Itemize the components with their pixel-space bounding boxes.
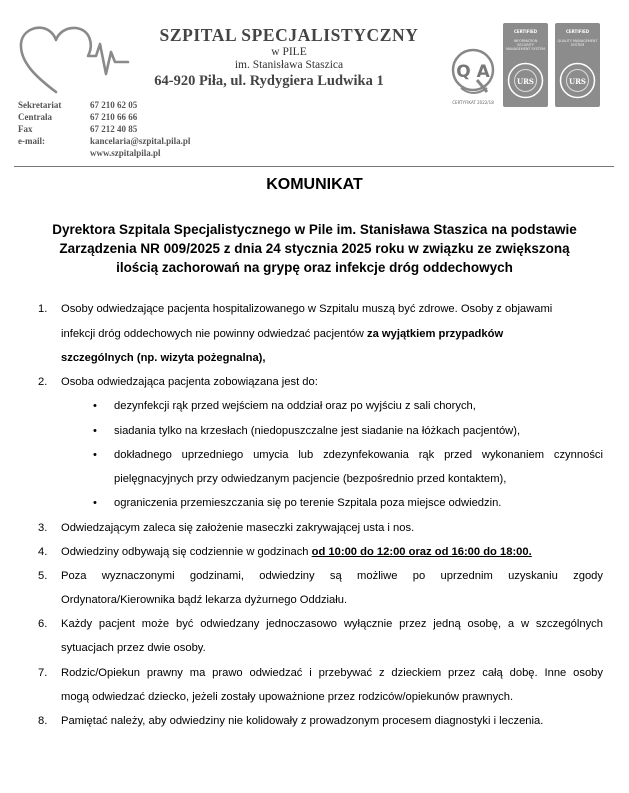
bullet-icon: • xyxy=(93,497,97,509)
bullet-icon: • xyxy=(93,425,97,437)
item-text: Poza wyznaczonymi godzinami, odwiedziny są możliwe po uprzednim uzyskaniu zgody xyxy=(61,570,603,582)
contact-label: Fax xyxy=(18,124,33,134)
hospital-address: 64-920 Piła, ul. Rydygiera Ludwika 1 xyxy=(154,73,384,89)
contact-label: Sekretariat xyxy=(18,100,62,110)
cert-mark: URS xyxy=(517,77,534,86)
item-text-bold: za wyjątkiem przypadków xyxy=(366,328,504,340)
cert-title: CERTIFIED xyxy=(565,29,590,34)
contact-value: 67 212 40 85 xyxy=(90,124,138,134)
cert-label: CERTYFIKAT 2022/18 xyxy=(452,100,494,105)
header-divider xyxy=(14,166,614,167)
item-text: mogą odwiedzać dziecko, jeżeli zostały upoważnione przez rodziców/opiekunów prawnych. xyxy=(61,691,514,703)
cert-badge-security xyxy=(503,23,548,107)
cert-q-letters: Q A xyxy=(456,62,490,82)
item-text: infekcji dróg oddechowych nie powinny odwiedzać pacjentów za wyjątkiem przypadków xyxy=(61,328,504,340)
subtitle-line: Dyrektora Szpitala Specjalistycznego w Pile im. Stanisława Staszica na podstawie xyxy=(52,222,577,237)
contact-label: e-mail: xyxy=(18,136,45,146)
item-text-bold: szczególnych (np. wizyta pożegnalna), xyxy=(61,352,266,364)
item-text: Ordynatora/Kierownika bądź lekarza dyżurnego Oddziału. xyxy=(61,594,348,606)
cert-subtitle: QUALITY MANAGEMENT SYSTEM xyxy=(557,39,598,47)
item-text: Rodzic/Opiekun prawny ma prawo odwiedzać i przebywać z dzieckiem przez całą dobę. Inne osoby xyxy=(61,667,603,679)
cert-badge-quality xyxy=(555,23,600,107)
subtitle-line: ilością zachorowań na grypę oraz infekcje dróg oddechowych xyxy=(116,260,513,275)
item-number: 7. xyxy=(38,667,48,679)
hospital-name: SZPITAL SPECJALISTYCZNY xyxy=(159,25,419,45)
bullet-text: siadania tylko na krzesłach (niedopuszczalne jest siadanie na łóżkach pacjentów), xyxy=(114,425,521,437)
bullet-text: pielęgnacyjnych przy odwiedzanym pacjencie (bezpośrednio przed kontaktem), xyxy=(114,473,507,485)
bullet-icon: • xyxy=(93,400,97,412)
item-number: 8. xyxy=(38,715,48,727)
cert-title: CERTIFIED xyxy=(513,29,538,34)
hospital-city: w PILE xyxy=(271,46,307,58)
item-number: 1. xyxy=(38,303,48,315)
email-link[interactable]: kancelaria@szpital.pila.pl xyxy=(90,136,191,146)
item-text: Osoba odwiedzająca pacjenta zobowiązana jest do: xyxy=(61,376,318,388)
bullet-text: ograniczenia przemieszczania się po terenie Szpitala poza miejsce odwiedzin. xyxy=(114,497,502,509)
cert-subtitle: INFORMATION SECURITY MANAGEMENT SYSTEM xyxy=(505,39,546,51)
bullet-text: dokładnego uprzedniego umycia lub zdezynfekowania rąk przed wykonaniem czynności xyxy=(114,449,603,461)
bullet-text: dezynfekcji rąk przed wejściem na oddział oraz po wyjściu z sali chorych, xyxy=(114,400,476,412)
item-number: 6. xyxy=(38,618,48,630)
quality-certificate-icon xyxy=(447,44,499,104)
bullet-icon: • xyxy=(93,449,97,461)
heart-ecg-logo-icon xyxy=(16,22,132,94)
cert-mark: URS xyxy=(569,77,586,86)
document-subtitle xyxy=(20,220,609,277)
contact-label: Centrala xyxy=(18,112,52,122)
item-text: sytuacjach przez dwie osoby. xyxy=(61,642,206,654)
visiting-hours: od 10:00 do 12:00 oraz od 16:00 do 18:00. xyxy=(311,546,532,558)
item-text: Każdy pacjent może być odwiedzany jednoczasowo wyłącznie przez jedną osobę, a w szczególnych xyxy=(61,618,603,630)
item-number: 2. xyxy=(38,376,48,388)
document-title: KOMUNIKAT xyxy=(266,176,363,193)
item-number: 5. xyxy=(38,570,48,582)
item-number: 4. xyxy=(38,546,48,558)
item-text: Odwiedzającym zaleca się założenie maseczki zakrywającej usta i nos. xyxy=(61,522,415,534)
item-text: Pamiętać należy, aby odwiedziny nie kolidowały z prowadzonym procesem diagnostyki i leczenia. xyxy=(61,715,544,727)
website-link[interactable]: www.szpitalpila.pl xyxy=(90,148,161,158)
item-text: Osoby odwiedzające pacjenta hospitalizowanego w Szpitalu muszą być zdrowe. Osoby z objawami xyxy=(61,303,553,315)
hospital-patron: im. Stanisława Staszica xyxy=(234,59,344,71)
item-text: Odwiedziny odbywają się codziennie w godzinach od 10:00 do 12:00 oraz od 16:00 do 18:00. xyxy=(61,546,532,558)
contact-value: 67 210 66 66 xyxy=(90,112,138,122)
subtitle-line: Zarządzenia NR 009/2025 z dnia 24 stycznia 2025 roku w związku ze zwiększoną xyxy=(59,241,570,256)
item-number: 3. xyxy=(38,522,48,534)
contact-value: 67 210 62 05 xyxy=(90,100,138,110)
